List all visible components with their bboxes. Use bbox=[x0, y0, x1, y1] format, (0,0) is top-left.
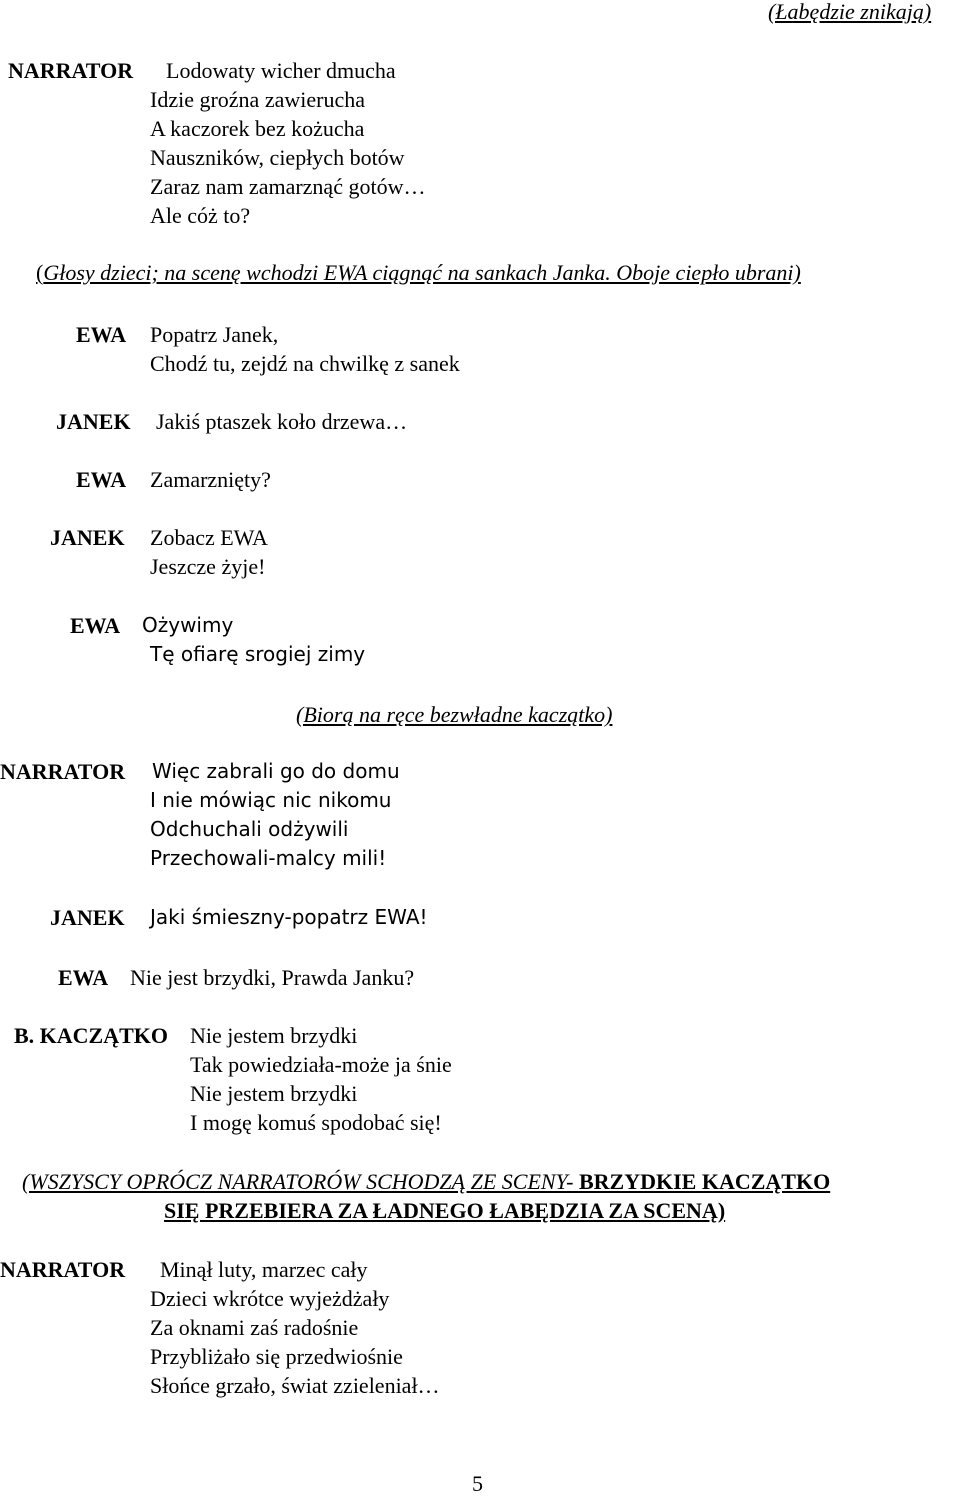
dialogue-line: Przybliżało się przedwiośnie bbox=[150, 1344, 403, 1369]
speaker-label: NARRATOR bbox=[0, 759, 126, 784]
dialogue-line: Nie jestem brzydki bbox=[190, 1023, 358, 1048]
dialogue-line: Nie jestem brzydki bbox=[190, 1081, 358, 1106]
direction-line-1 bbox=[22, 1167, 830, 1196]
dialogue-line: Słońce grzało, świat zzieleniał… bbox=[150, 1373, 440, 1398]
stage-direction-header: (Łabędzie znikają) bbox=[768, 0, 932, 24]
dialogue-line: Ożywimy bbox=[142, 613, 234, 637]
speaker-label: EWA bbox=[76, 322, 127, 347]
speaker-label: JANEK bbox=[50, 905, 125, 930]
dialogue-line: Ale cóż to? bbox=[150, 203, 251, 228]
dialogue-line: Jaki śmieszny-popatrz EWA! bbox=[150, 905, 428, 929]
dialogue-line: A kaczorek bez kożucha bbox=[150, 116, 365, 141]
dialogue-line: Zaraz nam zamarznąć gotów… bbox=[150, 174, 426, 199]
stage-direction-1 bbox=[36, 260, 801, 286]
speaker-label: NARRATOR bbox=[0, 1257, 126, 1282]
dialogue-line: Popatrz Janek, bbox=[150, 322, 279, 347]
dialogue-line: Więc zabrali go do domu bbox=[152, 759, 400, 783]
stage-direction-2: (Biorą na ręce bezwładne kaczątko) bbox=[296, 702, 613, 727]
dialogue-line: Lodowaty wicher dmucha bbox=[166, 58, 396, 83]
speaker-label: EWA bbox=[76, 467, 127, 492]
dialogue-line: I nie mówiąc nic nikomu bbox=[150, 788, 392, 812]
dialogue-line: Zobacz EWA bbox=[150, 525, 268, 550]
speaker-label: JANEK bbox=[50, 525, 125, 550]
direction-text: Głosy dzieci; na scenę wchodzi EWA ciągnąć na sankach Janka. Oboje ciepło ubrani) bbox=[43, 260, 801, 285]
dialogue-line: Nauszników, ciepłych botów bbox=[150, 145, 405, 170]
page-number: 5 bbox=[472, 1471, 483, 1496]
direction-emphasis: SIĘ PRZEBIERA ZA ŁADNEGO ŁABĘDZIA ZA SCENĄ) bbox=[164, 1198, 726, 1223]
speaker-label: EWA bbox=[70, 613, 121, 638]
direction-text: (WSZYSCY OPRÓCZ NARRATORÓW SCHODZĄ ZE SCENY- bbox=[22, 1169, 574, 1194]
speaker-label: EWA bbox=[58, 965, 109, 990]
dialogue-line: Idzie groźna zawierucha bbox=[150, 87, 365, 112]
direction-emphasis: BRZYDKIE KACZĄTKO bbox=[578, 1169, 831, 1194]
dialogue-line: Przechowali-malcy mili! bbox=[150, 846, 387, 870]
dialogue-line: Odchuchali odżywili bbox=[150, 817, 349, 841]
speaker-label: NARRATOR bbox=[8, 58, 134, 83]
dialogue-line: Za oknami zaś radośnie bbox=[150, 1315, 359, 1340]
dialogue-line: Nie jest brzydki, Prawda Janku? bbox=[130, 965, 415, 990]
dialogue-line: Zamarznięty? bbox=[150, 467, 271, 492]
dialogue-line: Tak powiedziała-może ja śnie bbox=[190, 1052, 452, 1077]
dialogue-line: I mogę komuś spodobać się! bbox=[190, 1110, 442, 1135]
dialogue-line: Jeszcze żyje! bbox=[150, 554, 266, 579]
speaker-label: JANEK bbox=[56, 409, 131, 434]
dialogue-line: Dzieci wkrótce wyjeżdżały bbox=[150, 1286, 390, 1311]
dialogue-line: Chodź tu, zejdź na chwilkę z sanek bbox=[150, 351, 460, 376]
dialogue-line: Tę ofiarę srogiej zimy bbox=[150, 642, 366, 666]
direction-open-paren: ( bbox=[36, 260, 44, 285]
dialogue-line: Minął luty, marzec cały bbox=[160, 1257, 368, 1282]
dialogue-line: Jakiś ptaszek koło drzewa… bbox=[156, 409, 408, 434]
direction-line-2 bbox=[164, 1196, 725, 1225]
speaker-label: B. KACZĄTKO bbox=[14, 1023, 169, 1048]
